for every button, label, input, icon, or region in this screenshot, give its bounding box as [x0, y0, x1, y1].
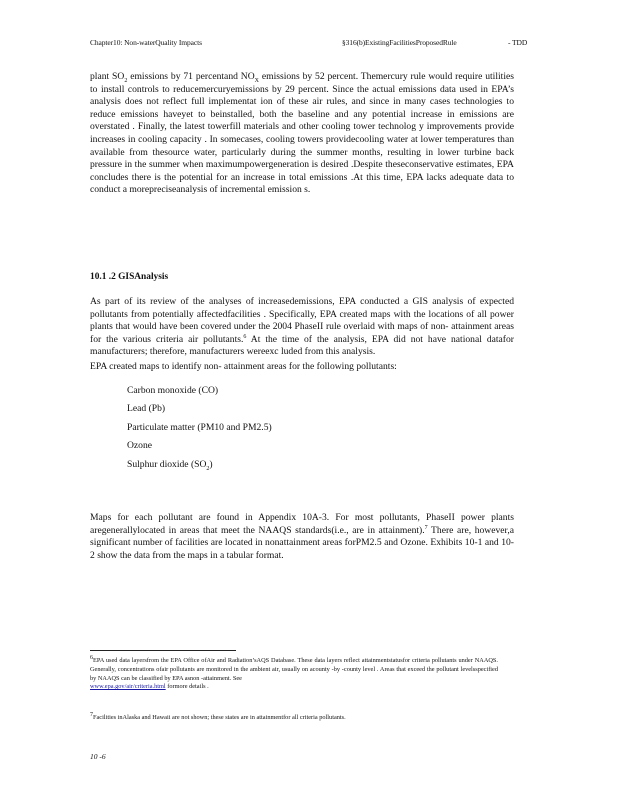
list-item: [108, 422, 272, 440]
footnote-6-text: EPA used data layersfrom the EPA Office ofAir and Radiation’sAQS Database. These data layers reflect attainmentstatusfor criteria pollutants under NAAQS. Generally, concentrations ofair pollutants are monitored in the ambient air, usually on acounty -by -county level . Areas that exceed the pollutant levelsspecified by NAAQS can be classified by EPA asnon -attainment. See: [90, 657, 498, 682]
p4-text-b: There are, however,a significant number of facilities are located in nonattainment areas forPM2.5 and Ozone. Exhibits 10-1 and 10-2 show the data from the maps in a tabular format.: [90, 524, 514, 561]
footnote-6: [90, 654, 498, 692]
footnote-ref-7[interactable]: 7: [424, 524, 428, 531]
footnote-6-tail: formore details .: [165, 683, 209, 691]
footnote-divider: [90, 650, 236, 651]
footnote-6-number: 6: [90, 654, 93, 661]
footnote-7: [90, 711, 498, 723]
p4-text-a: Maps for each pollutant are found in Appendix 10A-3. For most pollutants, PhaseII power plants aregenerallylocated in areas that meet the NAAQS standards(i.e., are in attainment).: [90, 512, 514, 536]
p2-text-b: At the time of the analysis, EPA did not have national datafor manufacturers; therefore, manufacturers wereexc luded from this analysis.: [90, 333, 514, 358]
list-item: [108, 459, 272, 477]
paragraph-maps: [90, 512, 514, 562]
p1-sub-a: 2: [124, 77, 128, 84]
pollutant-list: [108, 385, 272, 477]
pollutant-label: Ozone: [127, 440, 153, 452]
pollutant-label: Sulphur dioxide (SO: [127, 458, 207, 470]
footnote-ref-6[interactable]: 6: [243, 333, 247, 340]
footnote-7-number: 7: [90, 711, 93, 718]
criteria-link[interactable]: www.epa.gov/air/criteria.html: [90, 683, 166, 691]
p1-sub-b: X: [254, 77, 259, 84]
pollutant-tail: ): [209, 458, 213, 470]
p1-text-c: emissions by 52 percent. Themercury rule would require utilities to install controls to reducemercuryemissions by 29 percent. Since the actual emissions data used in EPA’s analysis does not reflect full implementat ion of these air rules, and since in many cases technologies to reduce emissions haveyet to beinstalled, both the baseline and any potential increase in emissions are overstated . Finally, the latest towerfill materials and other cooling tower technolog y improvements provide increases in cooling capacity . In somecases, cooling towers providecooling water at lower temperatures than available from thesource water, particularly during the summer months, resulting in lower turbine back pressure in the summer when maximumpowergeneration is desired .Despite theseconservative estimates, EPA concludes there is the potential for an increase in total emissions .At this time, EPA lacks adequate data to conduct a morepreciseanalysis of incremental emission s.: [90, 71, 514, 196]
p2-text-a: As part of its review of the analyses of increasedemissions, EPA conducted a GIS analysis of expected pollutants from potentially affectedfacilities . Specifically, EPA created maps with the locations of all power plants that would have been covered under the 2004 PhaseII rule overlaid with maps of non- attainment areas for the various criteria air pollutants.: [90, 296, 514, 345]
paragraph-pollutant-intro: EPA created maps to identify non- attainment areas for the following pollutants:: [90, 361, 397, 372]
pollutant-label: Particulate matter (PM10 and PM2.5): [127, 421, 272, 433]
p1-text-a: plant SO: [90, 71, 125, 82]
paragraph-gis-analysis: [90, 296, 514, 359]
footnote-7-text: Facilities inAlaska and Hawaii are not shown; these states are in attainmentfor all criteria pollutants.: [93, 714, 346, 721]
paragraph-emissions: [90, 71, 514, 197]
header-chapter-title: Chapter10: Non-waterQuality Impacts: [90, 38, 202, 47]
header-document-type: - TDD: [508, 38, 528, 47]
header-rule-title: §316(b)ExistingFacilitiesProposedRule: [342, 38, 457, 47]
pollutant-subscript: 2: [206, 465, 210, 472]
page-number: 10 -6: [90, 752, 106, 761]
list-item: [108, 403, 272, 421]
p1-text-b: emissions by 71 percentand NO: [127, 71, 255, 82]
list-item: [108, 385, 272, 403]
list-item: [108, 440, 272, 458]
section-heading: 10.1 .2 GISAnalysis: [90, 272, 169, 282]
pollutant-label: Lead (Pb): [127, 403, 166, 415]
pollutant-label: Carbon monoxide (CO): [127, 385, 219, 396]
